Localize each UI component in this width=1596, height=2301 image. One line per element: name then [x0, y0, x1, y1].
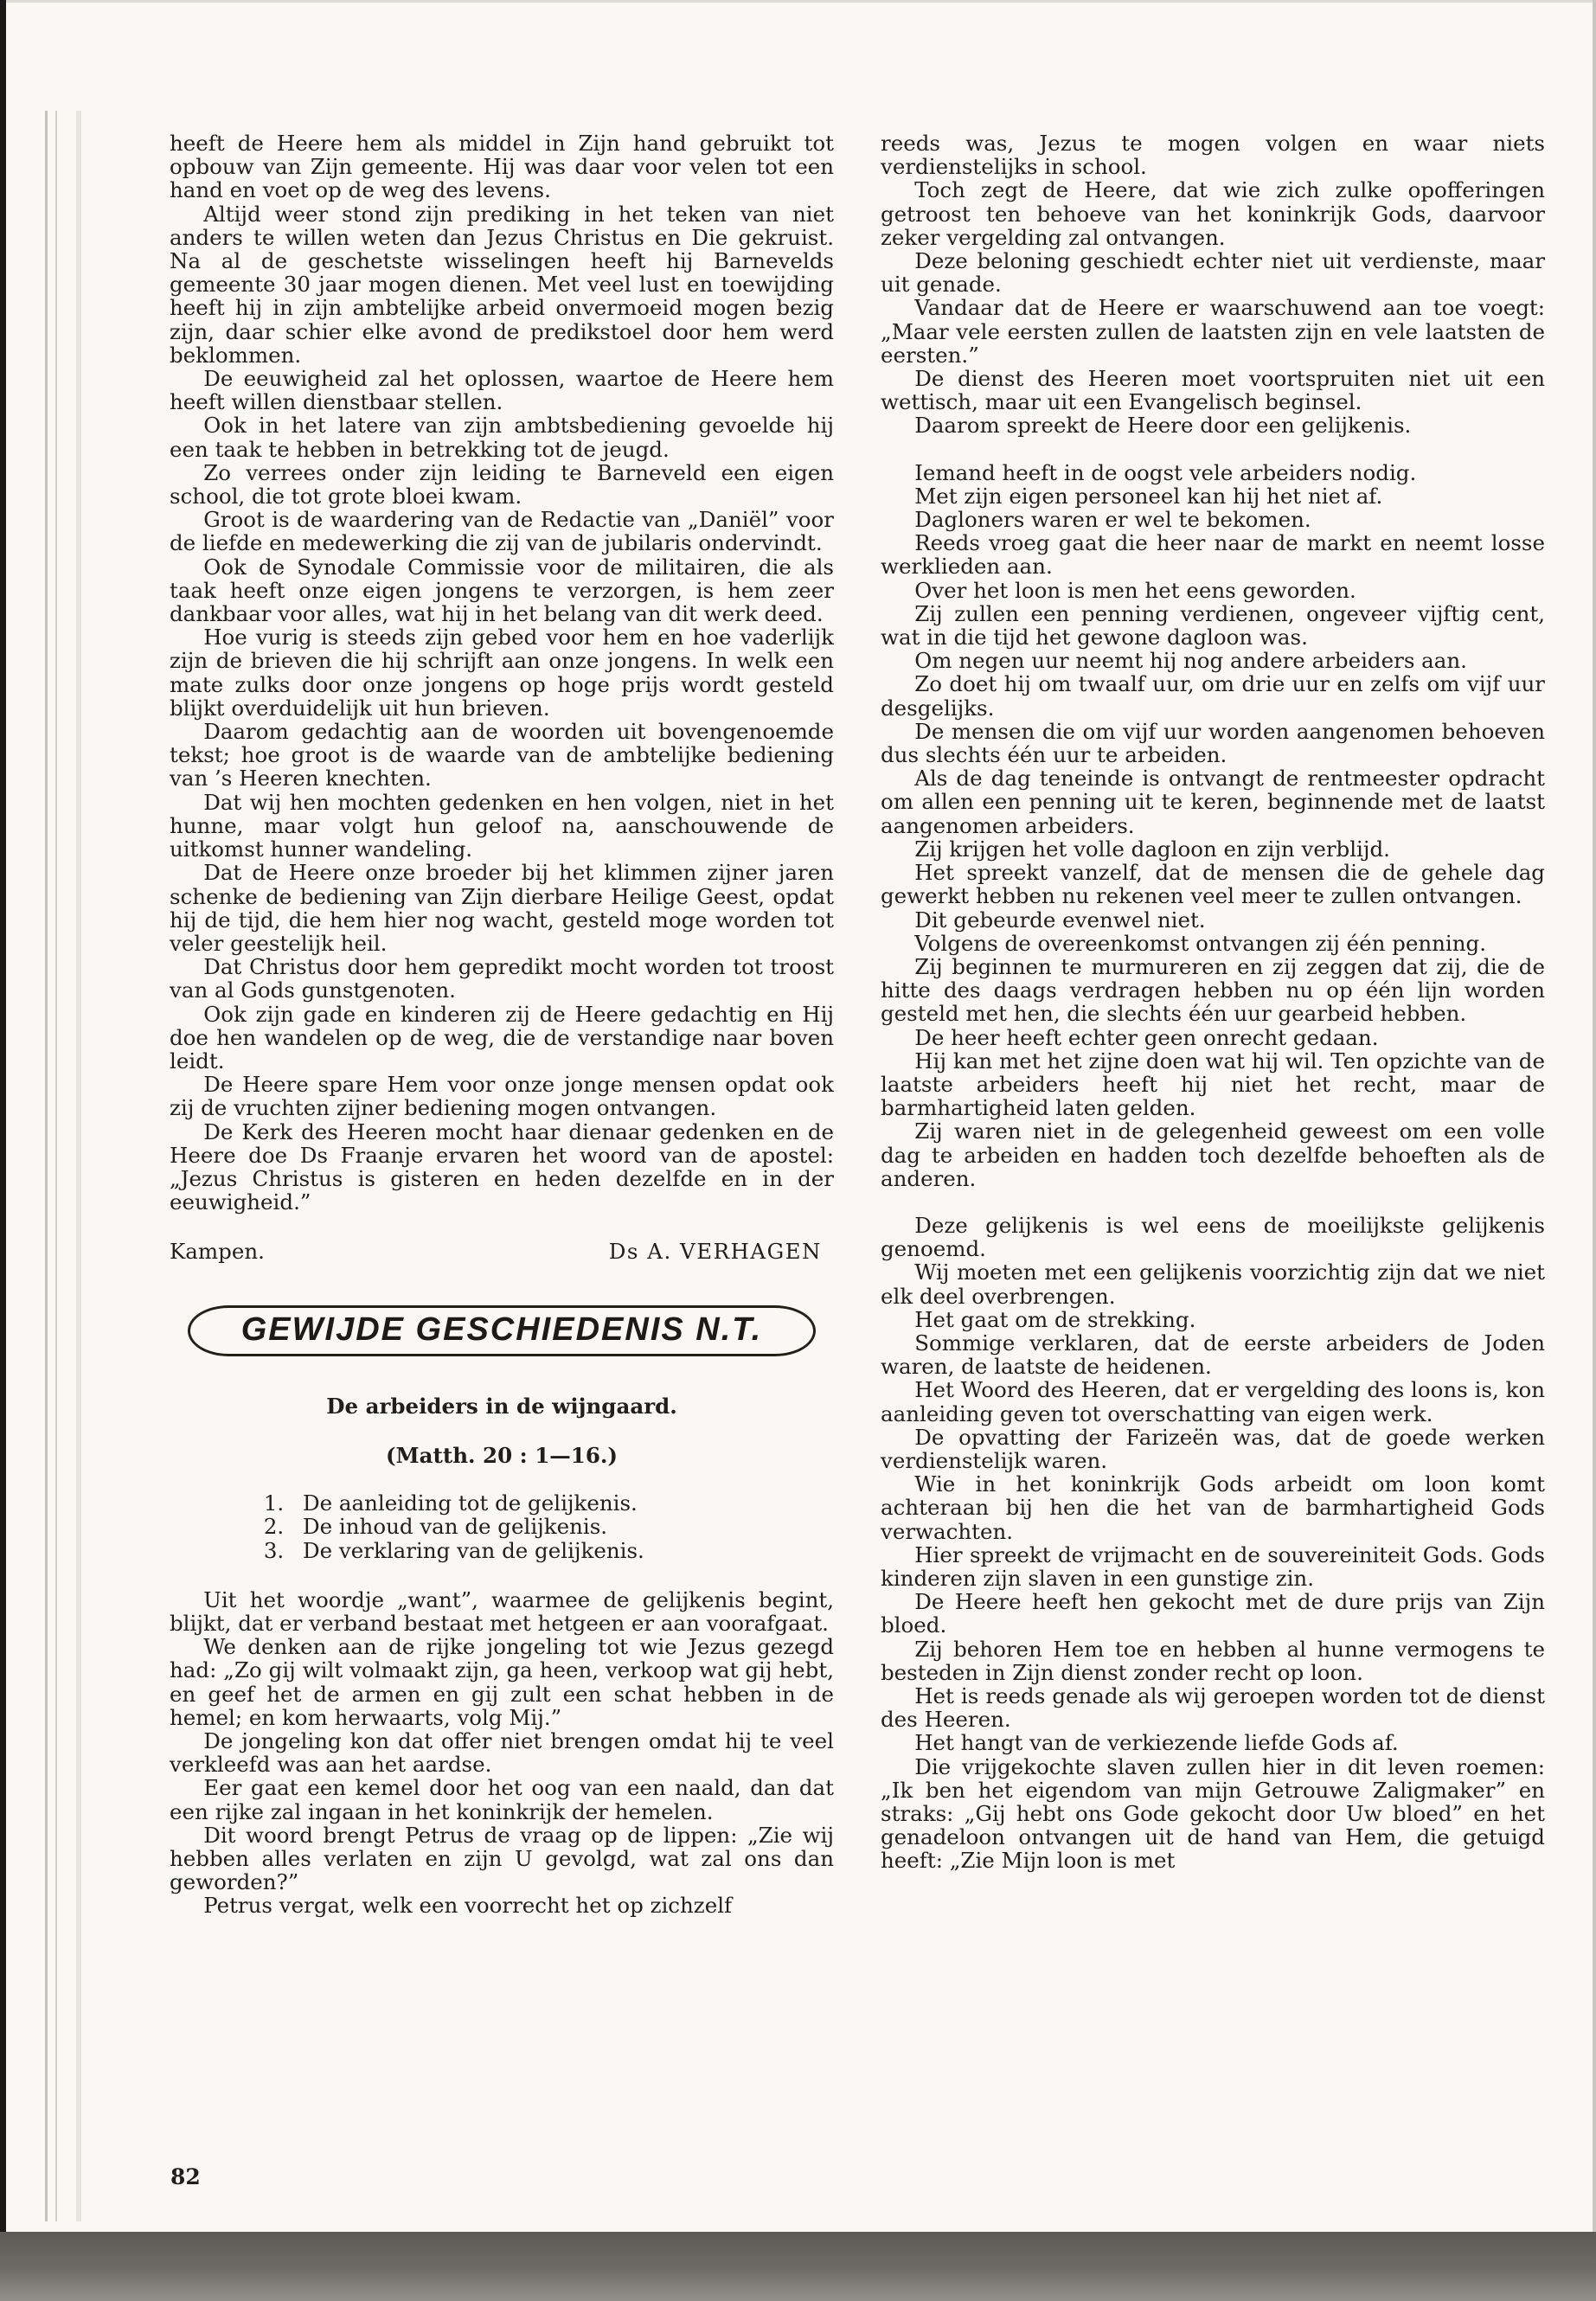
- paragraph: Deze gelijkenis is wel eens de moeilijkste gelijkenis genoemd.: [881, 1212, 1545, 1262]
- paragraph: Groot is de waardering van de Redactie van „Daniël” voor de liefde en medewerking die zij van de jubilaris ondervindt.: [170, 507, 834, 556]
- paragraph: Zij waren niet in de gelegenheid geweest om een volle dag te arbeiden en hadden toch dezelfde behoeften als de anderen.: [881, 1118, 1545, 1191]
- binding-gutter-line: [76, 111, 81, 2221]
- paragraph: Wie in het koninkrijk Gods arbeidt om loon komt achteraan bij hen die het van de barmhartigheid Gods verwachten.: [881, 1471, 1545, 1544]
- paragraph: Dat de Heere onze broeder bij het klimmen zijner jaren schenke de bediening van Zijn dierbare Heilige Geest, opdat hij de tijd, die hem hier nog wacht, gesteld moge worden tot veler geestelijk heil.: [170, 860, 834, 956]
- paragraph: Het Woord des Heeren, dat er vergelding des loons is, kon aanleiding geven tot overschatting van eigen werk.: [881, 1377, 1545, 1426]
- paragraph: Die vrijgekochte slaven zullen hier in dit leven roemen: „Ik ben het eigendom van mijn Getrouwe Zaligmaker” en straks: „Gij hebt ons Gode gekocht door Uw bloed” en het genadeloon ontvangen uit de hand van Hem, die getuigd heeft: „Zie Mijn loon is met: [881, 1753, 1545, 1874]
- paragraph: Hij kan met het zijne doen wat hij wil. Ten opzichte van de laatste arbeiders heeft hij niet het recht, maar de barmhartigheid laten gelden.: [881, 1048, 1545, 1121]
- paragraph: De heer heeft echter geen onrecht gedaan.: [914, 1024, 1379, 1050]
- paragraph: heeft de Heere hem als middel in Zijn hand gebruikt tot opbouw van Zijn gemeente. Hij was daar voor velen tot een hand en voet op de weg des levens.: [170, 131, 834, 203]
- binding-gutter-line: [55, 111, 57, 2221]
- paragraph: Over het loon is men het eens geworden.: [914, 577, 1356, 603]
- paragraph: Het hangt van de verkiezende liefde Gods af.: [914, 1730, 1399, 1756]
- paragraph: Reeds vroeg gaat die heer naar de markt en neemt losse werklieden aan.: [881, 530, 1545, 580]
- paragraph: Uit het woordje „want”, waarmee de gelijkenis begint, blijkt, dat er verband bestaat met hetgeen er aan voorafgaat.: [170, 1586, 834, 1636]
- paragraph: De dienst des Heeren moet voortspruiten niet uit een wettisch, maar uit een Evangelisch beginsel.: [881, 366, 1545, 415]
- signature-place: Kampen.: [170, 1239, 265, 1265]
- paragraph: Zij zullen een penning verdienen, ongeveer vijftig cent, wat in die tijd het gewone dagloon was.: [881, 600, 1545, 651]
- right-column: [881, 131, 1545, 1918]
- signature-line: [170, 1240, 834, 1263]
- paragraph: Wij moeten met een gelijkenis voorzichtig zijn dat we niet elk deel overbrengen.: [881, 1259, 1545, 1309]
- paragraph: Zo verrees onder zijn leiding te Barneveld een eigen school, die tot grote bloei kwam.: [170, 459, 834, 510]
- paragraph: Deze beloning geschiedt echter niet uit verdienste, maar uit genade.: [881, 248, 1545, 298]
- paragraph: Het spreekt vanzelf, dat de mensen die de gehele dag gewerkt hebben nu rekenen veel meer te zullen ontvangen.: [881, 860, 1545, 909]
- paragraph: Altijd weer stond zijn prediking in het teken van niet anders te willen weten dan Jezus Christus en Die gekruist. Na al de geschetste wisselingen heeft hij Barnevelds gemeente 30 jaar mogen dienen. Met veel lust en toewijding heeft hij in zijn ambtelijke arbeid onvermoeid mogen bezig zijn, daar schier elke avond de predikstoel door hem werd beklommen.: [170, 201, 834, 368]
- paragraph: Daarom spreekt de Heere door een gelijkenis.: [914, 413, 1412, 439]
- binding-gutter-line: [45, 111, 48, 2221]
- paragraph: De Heere spare Hem voor onze jonge mensen opdat ook zij de vruchten zijner bediening mogen ontvangen.: [170, 1072, 834, 1121]
- paragraph-spacer: [881, 438, 1545, 461]
- paragraph: Dagloners waren er wel te bekomen.: [914, 507, 1311, 533]
- paragraph: Zo doet hij om twaalf uur, om drie uur en zelfs om vijf uur desgelijks.: [881, 671, 1545, 721]
- article-title: De arbeiders in de wijngaard.: [326, 1393, 677, 1419]
- paragraph: De Heere heeft hen gekocht met de dure prijs van Zijn bloed.: [881, 1589, 1545, 1638]
- paragraph: Ook zijn gade en kinderen zij de Heere gedachtig en Hij doe hen wandelen op de weg, die de verstandige naar boven leidt.: [170, 1001, 834, 1074]
- paragraph: Dit woord brengt Petrus de vraag op de lippen: „Zie wij hebben alles verlaten en zijn U gevolgd, wat zal ons dan geworden?”: [170, 1822, 834, 1895]
- section-heading: GEWIJDE GESCHIEDENIS N.T.: [240, 1311, 763, 1348]
- paragraph: De eeuwigheid zal het oplossen, waartoe de Heere hem heeft willen dienstbaar stellen.: [170, 366, 834, 415]
- outline-item: 3. De verklaring van de gelijkenis.: [291, 1539, 834, 1562]
- page-content: [170, 131, 1545, 1918]
- paragraph: We denken aan de rijke jongeling tot wie Jezus gezegd had: „Zo gij wilt volmaakt zijn, ga heen, verkoop wat gij hebt, en geef het de armen en gij zult een schat hebben in de hemel; en kom herwaarts, volg Mij.”: [170, 1634, 834, 1730]
- paragraph-group: [881, 178, 1545, 437]
- paragraph: Vandaar dat de Heere er waarschuwend aan toe voegt: „Maar vele eersten zullen de laatsten zijn en vele laatsten de eersten.”: [881, 295, 1545, 368]
- paragraph: Toch zegt de Heere, dat wie zich zulke opofferingen getroost ten behoeve van het koninkrijk Gods, daarvoor zeker vergelding zal ontvangen.: [881, 177, 1545, 250]
- paragraph: Met zijn eigen personeel kan hij het niet af.: [914, 483, 1383, 509]
- paragraph-group: [170, 202, 834, 1215]
- paragraph-group: [170, 1588, 834, 1918]
- paragraph-group: [881, 461, 1545, 1190]
- left-column: [170, 131, 834, 1918]
- scripture-reference: (Matth. 20 : 1—16.): [385, 1442, 619, 1468]
- paragraph: Eer gaat een kemel door het oog van een naald, dan dat een rijke zal ingaan in het koninkrijk der hemelen.: [170, 1775, 834, 1824]
- paragraph: Het is reeds genade als wij geroepen worden tot de dienst des Heeren.: [881, 1683, 1545, 1733]
- scan-edge-bottom: [0, 2232, 1596, 2301]
- scan-edge-left: [0, 0, 6, 2249]
- outline-item: 1. De aanleiding tot de gelijkenis.: [291, 1491, 834, 1515]
- paragraph: reeds was, Jezus te mogen volgen en waar niets verdienstelijks in school.: [881, 131, 1545, 180]
- paragraph: Ook de Synodale Commissie voor de militairen, die als taak heeft onze eigen jongens te verzorgen, is hem zeer dankbaar voor alles, wat hij in het belang van dit werk deed.: [170, 554, 834, 627]
- paragraph: Om negen uur neemt hij nog andere arbeiders aan.: [914, 648, 1467, 674]
- paragraph: De mensen die om vijf uur worden aangenomen behoeven dus slechts één uur te arbeiden.: [881, 718, 1545, 768]
- paragraph: Daarom gedachtig aan de woorden uit bovengenoemde tekst; hoe groot is de waarde van de ambtelijke bediening van ’s Heeren knechten.: [170, 719, 834, 792]
- paragraph: Zij krijgen het volle dagloon en zijn verblijd.: [914, 836, 1390, 862]
- paragraph: Zij behoren Hem toe en hebben al hunne vermogens te besteden in Zijn dienst zonder recht op loon.: [881, 1636, 1545, 1685]
- paragraph: Sommige verklaren, dat de eerste arbeiders de Joden waren, de laatste de heidenen.: [881, 1330, 1545, 1380]
- paragraph: Volgens de overeenkomst ontvangen zij één penning.: [914, 930, 1486, 956]
- scan-edge-top: [0, 0, 1596, 3]
- outline-list: [170, 1491, 834, 1562]
- page-number: 82: [170, 2164, 201, 2189]
- paragraph: De Kerk des Heeren mocht haar dienaar gedenken en de Heere doe Ds Fraanje ervaren het woord van de apostel: „Jezus Christus is gisteren en heden dezelfde en in der eeuwigheid.”: [170, 1118, 834, 1215]
- paragraph-spacer: [881, 1190, 1545, 1214]
- paragraph: Hoe vurig is steeds zijn gebed voor hem en hoe vaderlijk zijn de brieven die hij schrijft aan onze jongens. In welk een mate zulks door onze jongens op hoge prijs wordt gesteld blijkt overduidelijk uit hun brieven.: [170, 625, 834, 721]
- scan-edge-right: [1593, 0, 1596, 2301]
- paragraph: Dat Christus door hem gepredikt mocht worden tot troost van al Gods gunstgenoten.: [170, 954, 834, 1003]
- paragraph: Dat wij hen mochten gedenken en hen volgen, niet in het hunne, maar volgt hun geloof na, aanschouwende de uitkomst hunner wandeling.: [170, 789, 834, 862]
- paragraph: Dit gebeurde evenwel niet.: [914, 907, 1206, 933]
- paragraph: Ook in het latere van zijn ambtsbediening gevoelde hij een taak te hebben in betrekking tot de jeugd.: [170, 413, 834, 462]
- paragraph: De jongeling kon dat offer niet brengen omdat hij te veel verkleefd was aan het aardse.: [170, 1727, 834, 1778]
- paragraph: Zij beginnen te murmureren en zij zeggen dat zij, die de hitte des daags verdragen hebben nu op één lijn worden gesteld met hen, die slechts één uur gearbeid hebben.: [881, 953, 1545, 1027]
- paragraph: Als de dag teneinde is ontvangt de rentmeester opdracht om allen een penning uit te keren, beginnende met de laatst aangenomen arbeiders.: [881, 766, 1545, 838]
- paragraph: De opvatting der Farizeën was, dat de goede werken verdienstelijk waren.: [881, 1424, 1545, 1473]
- signature-author: Ds A. VERHAGEN: [608, 1239, 822, 1265]
- paragraph: Het gaat om de strekking.: [914, 1306, 1196, 1332]
- section-heading-banner: [188, 1305, 816, 1356]
- paragraph-group: [881, 1214, 1545, 1873]
- paragraph: Hier spreekt de vrijmacht en de souvereiniteit Gods. Gods kinderen zijn slaven in een gunstige zin.: [881, 1541, 1545, 1591]
- outline-item: 2. De inhoud van de gelijkenis.: [291, 1515, 834, 1538]
- paragraph: Petrus vergat, welk een voorrecht het op zichzelf: [203, 1893, 733, 1919]
- paragraph: Iemand heeft in de oogst vele arbeiders nodig.: [914, 459, 1417, 485]
